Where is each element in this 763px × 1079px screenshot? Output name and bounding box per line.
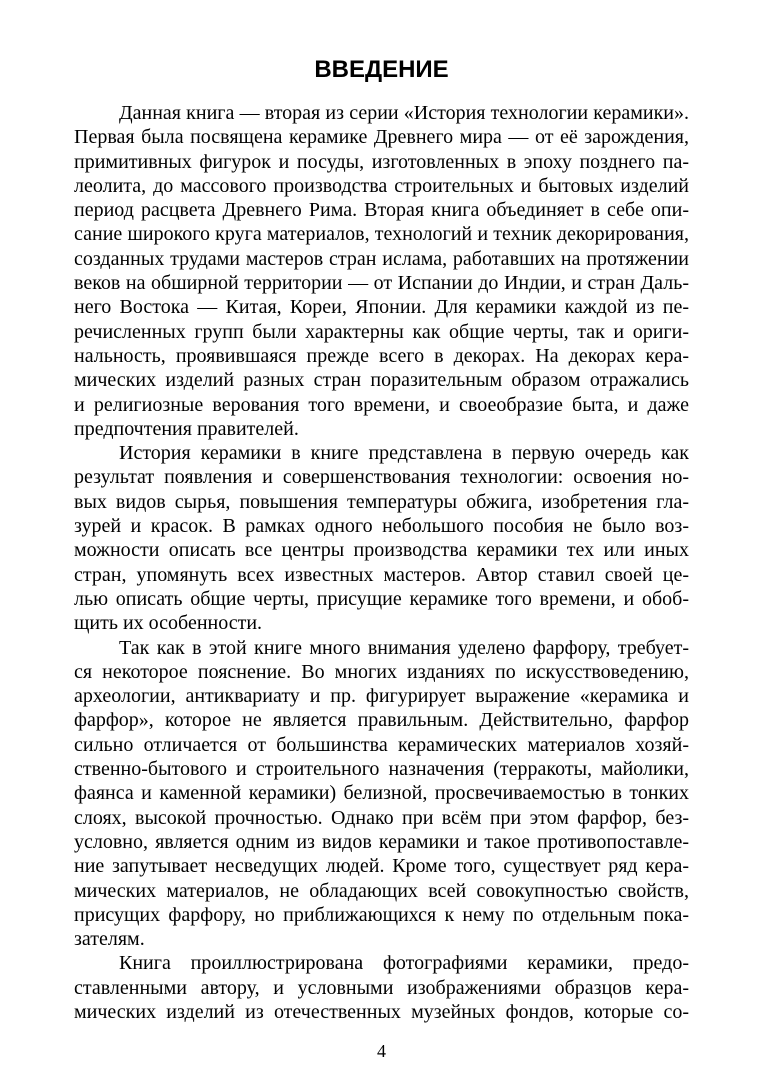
text-line: условно, является одним из видов керамики и такое противопоставле- [74,830,689,853]
text-line: нальность, проявившаяся прежде всего в декорах. На декорах кера- [74,344,689,367]
text-line: археологии, антиквариату и пр. фигурирует выражение «керамика и [74,685,689,708]
page-number: 4 [377,1041,386,1061]
text-line: зателям. [74,928,145,951]
text-line: можности описать все центры производства керамики тех или иных [74,539,689,562]
text-line: сильно отличается от большинства керамических материалов хозяй- [74,733,689,756]
text-line: мических изделий разных стран поразительным образом отражались [74,369,689,392]
text-line: слоях, высокой прочностью. Однако при всём при этом фарфор, без- [74,806,689,829]
text-line: ся некоторое пояснение. Во многих изданиях по искусствоведению, [74,660,689,683]
text-line: Книга проиллюстрирована фотографиями керамики, предо- [119,952,689,975]
text-line: предпочтения правителей. [74,417,299,440]
text-line: присущих фарфору, но приближающихся к нему по отдельным пока- [74,903,689,926]
text-line: примитивных фигурок и посуды, изготовленных в эпоху позднего па- [74,150,689,173]
text-line: речисленных групп были характерны как общие черты, так и ориги- [74,320,689,343]
text-line: мических материалов, не обладающих всей совокупностью свойств, [74,879,689,902]
text-line: ственно-бытового и строительного назначения (терракоты, майолики, [74,758,689,781]
text-line: стран, упомянуть всех известных мастеров. Автор ставил своей це- [74,563,689,586]
text-line: вых видов сырья, повышения температуры обжига, изобретения гла- [74,490,689,513]
text-line: фаянса и каменной керамики) белизной, просвечиваемостью в тонких [74,782,689,805]
text-line: фарфор», которое не является правильным. Действительно, фарфор [74,709,689,732]
text-line: История керамики в книге представлена в первую очередь как [119,442,689,465]
text-line: Данная книга — вторая из серии «История технологии керамики». [119,102,689,124]
text-line: веков на обширной территории — от Испании до Индии, и стран Даль- [74,272,689,295]
text-line: лью описать общие черты, присущие керамике того времени, и обоб- [74,587,689,610]
text-line: Так как в этой книге много внимания уделено фарфору, требует- [119,636,689,659]
text-line: Первая была посвящена керамике Древнего мира — от её зарождения, [74,126,689,149]
text-line: ние запутывает несведущих людей. Кроме того, существует ряд кера- [74,855,689,878]
text-line: созданных трудами мастеров стран ислама, работавших на протяжении [74,247,689,270]
text-line: него Востока — Китая, Кореи, Японии. Для керамики каждой из пе- [74,296,689,319]
body-text [74,101,689,1024]
text-line: и религиозные верования того времени, и своеобразие быта, и даже [74,393,689,416]
text-line: ставленными автору, и условными изображениями образцов кера- [74,976,689,999]
text-line: сание широкого круга материалов, технологий и техник декорирования, [74,223,689,246]
text-line: период расцвета Древнего Рима. Вторая книга объединяет в себе опи- [74,199,689,222]
text-line: результат появления и совершенствования технологии: освоения но- [74,466,689,489]
page-title: ВВЕДЕНИЕ [314,56,449,83]
text-line: мических изделий из отечественных музейных фондов, которые со- [74,1000,689,1023]
text-line: щить их особенности. [74,612,263,635]
text-line: зурей и красок. В рамках одного небольшого пособия не было воз- [74,515,689,538]
text-line: леолита, до массового производства строительных и бытовых изделий [74,174,689,197]
